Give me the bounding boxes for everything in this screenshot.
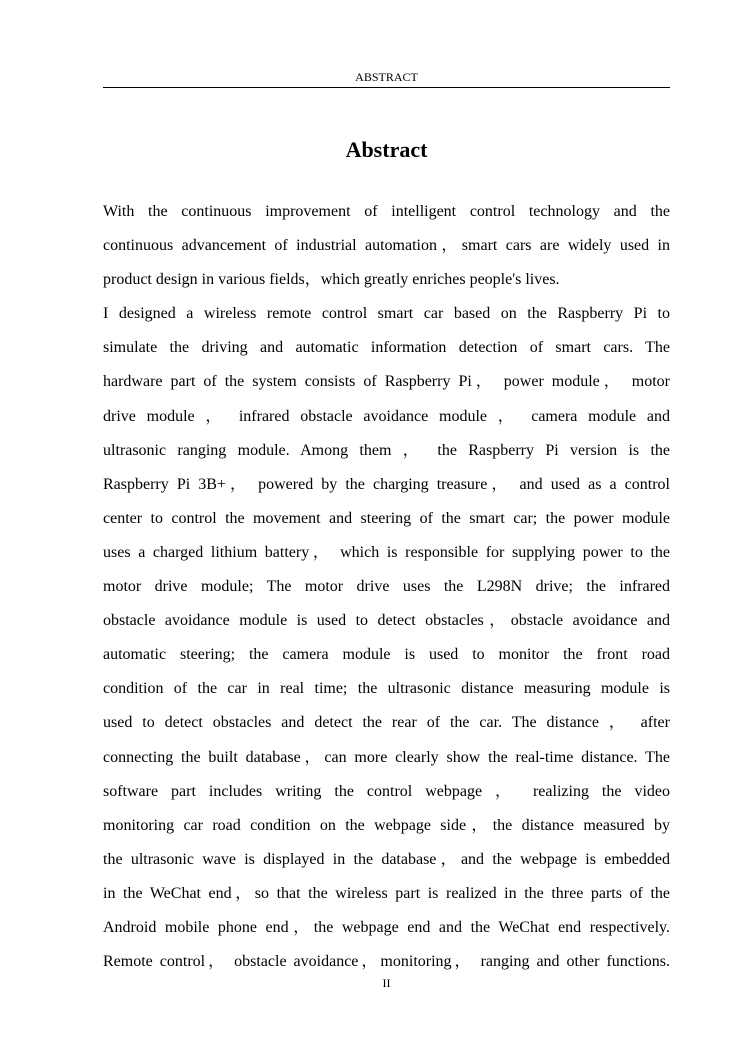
text-line: uses a charged lithium battery， which is responsible for supplying power to the [103, 543, 670, 561]
text-line: software part includes writing the control webpage ， realizing the video [103, 782, 670, 800]
text-line: ultrasonic ranging module. Among them ， the Raspberry Pi version is the [103, 441, 670, 459]
text-line: product design in various fields，which greatly enriches people's lives. [103, 271, 560, 289]
page-title: Abstract [345, 137, 428, 162]
text-line: connecting the built database，can more clearly show the real-time distance. The [103, 748, 670, 766]
text-line: I designed a wireless remote control smart car based on the Raspberry Pi to [103, 305, 670, 323]
text-line: automatic steering; the camera module is used to monitor the front road [103, 646, 670, 664]
text-line: in the WeChat end，so that the wireless part is realized in the three parts of the [103, 884, 670, 902]
text-line: hardware part of the system consists of Raspberry Pi， power module， motor [103, 373, 670, 391]
page-number: II [382, 976, 391, 990]
text-line: monitoring car road condition on the webpage side，the distance measured by [103, 816, 670, 834]
text-line: continuous advancement of industrial automation，smart cars are widely used in [103, 237, 670, 255]
text-line: With the continuous improvement of intelligent control technology and the [103, 203, 670, 220]
text-line: condition of the car in real time; the ultrasonic distance measuring module is [103, 680, 670, 698]
text-line: simulate the driving and automatic information detection of smart cars. The [103, 339, 670, 357]
text-line: the ultrasonic wave is displayed in the database，and the webpage is embedded [103, 850, 670, 868]
text-line: drive module ， infrared obstacle avoidance module ， camera module and [103, 407, 670, 425]
text-line: obstacle avoidance module is used to detect obstacles，obstacle avoidance and [103, 612, 670, 630]
text-line: Android mobile phone end，the webpage end and the WeChat end respectively. [103, 918, 670, 936]
text-line: used to detect obstacles and detect the rear of the car. The distance ， after [103, 714, 670, 732]
header-divider [103, 87, 670, 88]
text-line: motor drive module; The motor drive uses the L298N drive; the infrared [103, 578, 670, 596]
abstract-body [103, 195, 670, 979]
text-line: Remote control， obstacle avoidance，monitoring， ranging and other functions. [103, 953, 670, 971]
running-header: ABSTRACT [355, 70, 418, 84]
text-line: center to control the movement and steering of the smart car; the power module [103, 509, 670, 527]
text-line: Raspberry Pi 3B+， powered by the charging treasure， and used as a control [103, 475, 670, 493]
